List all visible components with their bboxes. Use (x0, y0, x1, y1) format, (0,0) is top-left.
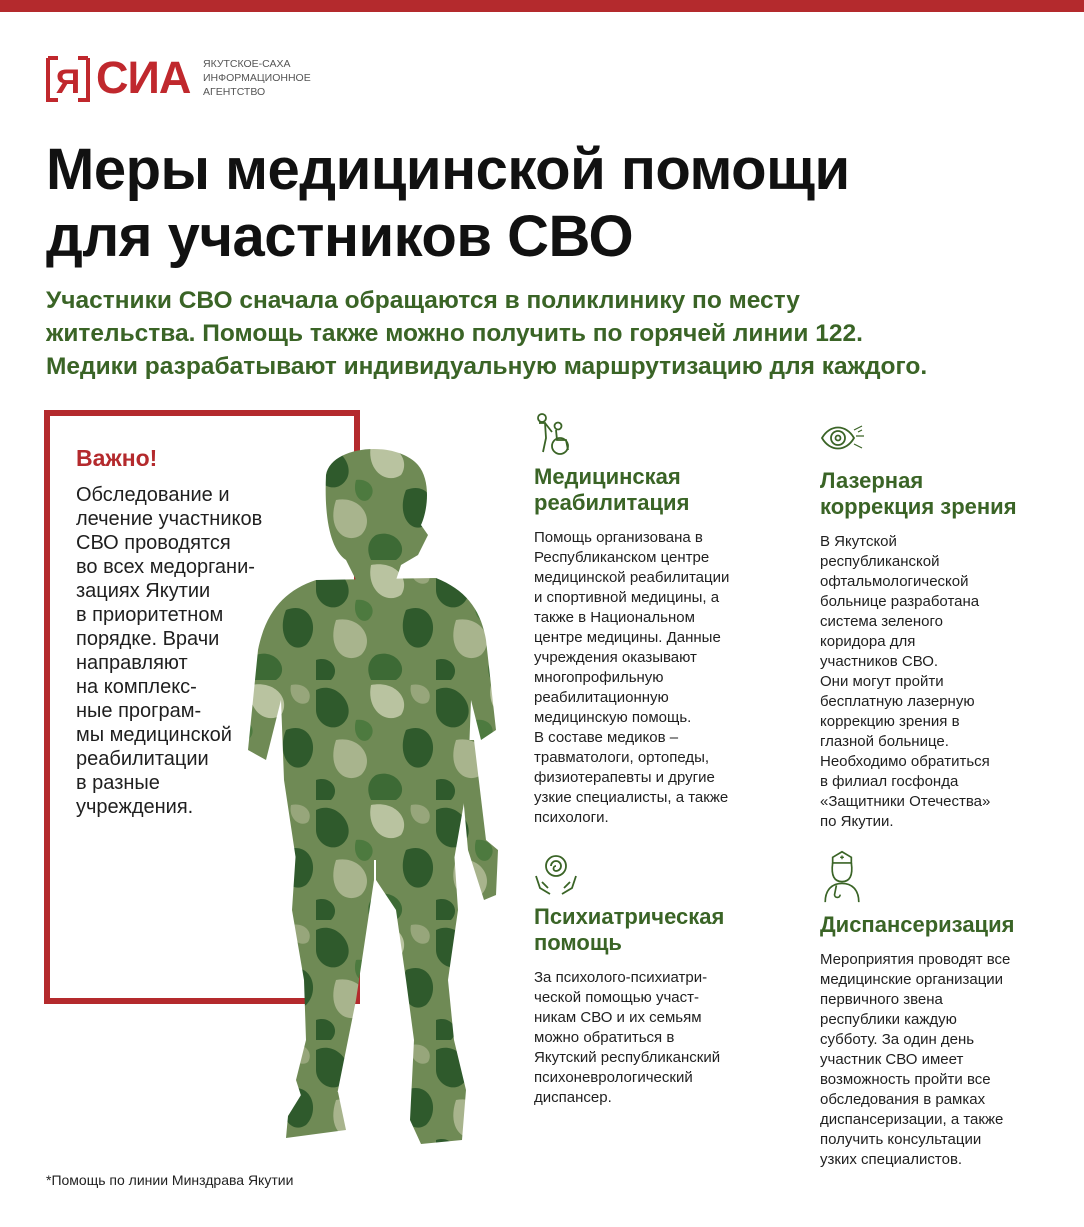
soldier-camo-silhouette (196, 440, 546, 1156)
laser-title: Лазерная коррекция зрения (820, 468, 1017, 519)
important-heading: Важно! (76, 445, 158, 471)
rehab-title: Медицинская реабилитация (534, 464, 690, 515)
logo-subtitle: ЯКУТСКОЕ-САХА ИНФОРМАЦИОННОЕ АГЕНТСТВО (203, 58, 311, 98)
important-text: Обследование и лечение участников СВО проводятся во всех медоргани- зациях Якутии в приоритетном порядке. Врачи направляют на комплекс- ные програм- мы медицинской реабилитации в разные учреждения. (76, 484, 263, 818)
psych-text: За психолого-психиатри- ческой помощью участ- никам СВО и их семьям можно обратиться в Якутский республиканский психоневрологический диспансер. (534, 969, 721, 1106)
rehab-text: Помощь организована в Республиканском центре медицинской реабилитации и спортивной медицины, а также в Национальном центре медицины. Данные учреждения оказывают многопрофильную реабилитационную медицинскую помощь. В составе медиков – травматологи, ортопеды, физиотерапевты и другие узкие специалисты, а также психологи. (534, 529, 730, 826)
checkup-text: Мероприятия проводят все медицинские организации первичного звена республики каждую субботу. За один день участник СВО имеет возможность пройти все обследования в рамках диспансеризации, а также получить консультации узких специалистов. (820, 951, 1011, 1168)
psych-section (534, 852, 774, 1108)
rehab-section (534, 412, 774, 828)
eye-laser-icon (820, 416, 864, 460)
laser-text: В Якутской республиканской офтальмологической больнице разработана система зеленого коридора для участников СВО. Они могут пройти бесплатную лазерную коррекцию зрения в глазной больнице. Необходимо обратиться в филиал госфонда «Защитники Отечества» по Якутии. (820, 533, 991, 830)
footnote: *Помощь по линии Минздрава Якутии (46, 1172, 294, 1188)
lead-paragraph: Участники СВО сначала обращаются в поликлинику по месту жительства. Помощь также можно получить по горячей линии 122. Медики разрабатывают индивидуальную маршрутизацию для каждого. (46, 287, 928, 380)
logo-wordmark: СИА (96, 52, 191, 103)
psych-title: Психиатрическая помощь (534, 904, 725, 955)
logo-mark-icon (46, 56, 90, 102)
checkup-title: Диспансеризация (820, 912, 1015, 937)
svg-text:Я: Я (55, 63, 81, 101)
checkup-section (820, 848, 1070, 1170)
top-accent-bar (0, 0, 1084, 12)
page-title: Меры медицинской помощи для участников СВО (46, 137, 850, 269)
nurse-icon (820, 848, 864, 904)
laser-section (820, 416, 1060, 832)
